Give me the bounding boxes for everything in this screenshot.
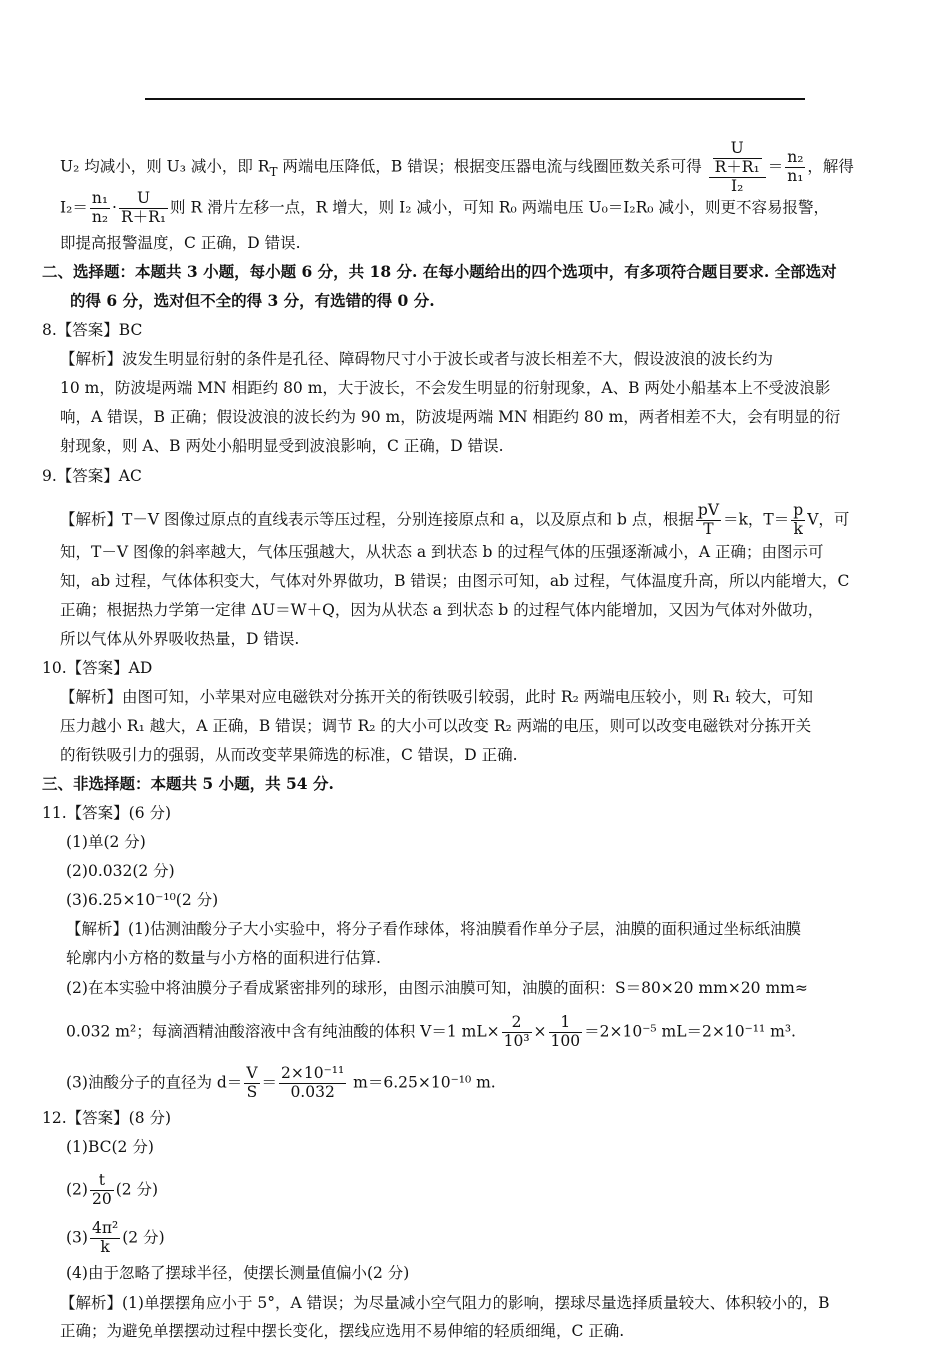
q9-analysis-2: 知，T－V 图像的斜率越大，气体压强越大，从状态 a 到状态 b 的过程气体的压强逐渐减小，A 正确；由图示可 bbox=[60, 543, 824, 561]
q12-answer-3: (3) $\frac{\text{4π²}}{k}$ (2 分) bbox=[66, 1219, 165, 1256]
q9-answer: 9.【答案】AC bbox=[42, 467, 142, 485]
q8-analysis-4: 射现象，则 A、B 两处小船明显受到波浪影响，C 正确，D 错误. bbox=[60, 437, 504, 455]
q12-analysis-2: 正确；为避免单摆摆动过程中摆长变化，摆线应选用不易伸缩的轻质细绳，C 正确. bbox=[60, 1322, 625, 1340]
q11-answer-3: (3)6.25×10⁻¹⁰(2 分) bbox=[66, 891, 219, 909]
q10-analysis-3: 的衔铁吸引力的强弱，从而改变苹果筛选的标准，C 错误，D 正确. bbox=[60, 746, 518, 764]
q12-answer-2: (2) $\frac{t}{20}$ (2 分) bbox=[66, 1171, 159, 1208]
section-2-heading: 二、选择题：本题共 3 小题，每小题 6 分，共 18 分. 在每小题给出的四个选项中，有多项符合题目要求. 全部选对 bbox=[42, 262, 837, 281]
q12-answer: 12.【答案】(8 分) bbox=[42, 1109, 172, 1127]
cont-line-3: 即提高报警温度，C 正确，D 错误. bbox=[60, 234, 301, 252]
q11-analysis-5: (3)油酸分子的直径为 d＝ $\frac{V}{S}$ ＝ $\frac{\text{2×10⁻¹¹}}{0.032}$ m＝6.25×10⁻¹⁰ m. bbox=[66, 1064, 496, 1101]
section-3-heading: 三、非选择题：本题共 5 小题，共 54 分. bbox=[42, 774, 334, 793]
q8-analysis-2: 10 m，防波堤两端 MN 相距约 80 m，大于波长，不会发生明显的衍射现象，A、B 两处小船基本上不受波浪影 bbox=[60, 379, 831, 397]
q11-analysis-3: (2)在本实验中将油膜分子看成紧密排列的球形，由图示油膜可知，油膜的面积：S＝80×20 mm×20 mm≈ bbox=[66, 979, 808, 997]
q12-answer-4: (4)由于忽略了摆球半径，使摆长测量值偏小(2 分) bbox=[66, 1264, 410, 1282]
q9-analysis-4: 正确；根据热力学第一定律 ΔU＝W＋Q，因为从状态 a 到状态 b 的过程气体内能增加，又因为气体对外做功， bbox=[60, 601, 824, 619]
q8-answer: 8.【答案】BC bbox=[42, 321, 143, 339]
q11-analysis-1: 【解析】(1)估测油酸分子大小实验中，将分子看作球体，将油膜看作单分子层，油膜的面积通过坐标纸油膜 bbox=[66, 920, 801, 938]
q10-answer: 10.【答案】AD bbox=[42, 659, 153, 677]
cont-line-2: I₂＝ $\frac{\text{n₁}}{\text{n₂}}$ · $\frac{U}{\text{R＋R₁}}$ 则 R 滑片左移一点，R 增大，则 I₂ 减小，可知 R₀ 两端电压 U₀＝I₂R₀ 减小，则更不容易报警， bbox=[60, 189, 829, 226]
q9-analysis-3: 知，ab 过程，气体体积变大，气体对外界做功，B 错误；由图示可知，ab 过程，气体温度升高，所以内能增大，C bbox=[60, 572, 850, 590]
q11-analysis-4: 0.032 m²；每滴酒精油酸溶液中含有纯油酸的体积 V＝1 mL× $\frac{2}{\text{10³}}$ × $\frac{1}{100}$ ＝2×10⁻⁵ mL＝2×10⁻¹¹ m³. bbox=[66, 1013, 796, 1050]
q8-analysis-3: 响，A 错误，B 正确；假设波浪的波长约为 90 m，防波堤两端 MN 相距约 80 m，两者相差不大，会有明显的衍 bbox=[60, 408, 841, 426]
q11-answer-2: (2)0.032(2 分) bbox=[66, 862, 175, 880]
formula-current-ratio: $\frac{\frac{U}{\text{R＋R₁}}}{\text{I₂}}$ bbox=[709, 140, 766, 195]
q8-analysis-1: 【解析】波发生明显衍射的条件是孔径、障碍物尺寸小于波长或者与波长相差不大，假设波浪的波长约为 bbox=[60, 350, 774, 368]
q10-analysis-1: 【解析】由图可知，小苹果对应电磁铁对分拣开关的衔铁吸引较弱，此时 R₂ 两端电压较小，则 R₁ 较大，可知 bbox=[60, 688, 813, 706]
q11-answer: 11.【答案】(6 分) bbox=[42, 804, 172, 822]
q10-analysis-2: 压力越小 R₁ 越大，A 正确，B 错误；调节 R₂ 的大小可以改变 R₂ 两端的电压，则可以改变电磁铁对分拣开关 bbox=[60, 717, 812, 735]
q12-answer-1: (1)BC(2 分) bbox=[66, 1138, 154, 1156]
q12-analysis-1: 【解析】(1)单摆摆角应小于 5°，A 错误；为尽量减小空气阻力的影响，摆球尽量选择质量较大、体积较小的，B bbox=[60, 1294, 830, 1312]
cont-line-1: U₂ 均减小，则 U₃ 减小，即 $R_T$ 两端电压降低，B 错误；根据变压器电流与线圈匝数关系可得 $\frac{\frac{U}{\text{R＋R₁}}}{\text{I₂}}$ ＝ $\frac{\text{n₂}}{\text{n₁}}$ ，解得 bbox=[60, 139, 854, 195]
q9-analysis-5: 所以气体从外界吸收热量，D 错误. bbox=[60, 630, 300, 648]
header-rule bbox=[145, 98, 805, 100]
section-2-heading-cont: 的得 6 分，选对但不全的得 3 分，有选错的得 0 分. bbox=[70, 291, 435, 310]
q9-analysis-1: 【解析】T－V 图像过原点的直线表示等压过程，分别连接原点和 a，以及原点和 b 点，根据 $\frac{pV}{T}$ ＝k，T＝ $\frac{p}{k}$ V，可 bbox=[60, 501, 850, 538]
q11-analysis-2: 轮廓内小方格的数量与小方格的面积进行估算. bbox=[66, 949, 381, 967]
q11-answer-1: (1)单(2 分) bbox=[66, 833, 146, 851]
